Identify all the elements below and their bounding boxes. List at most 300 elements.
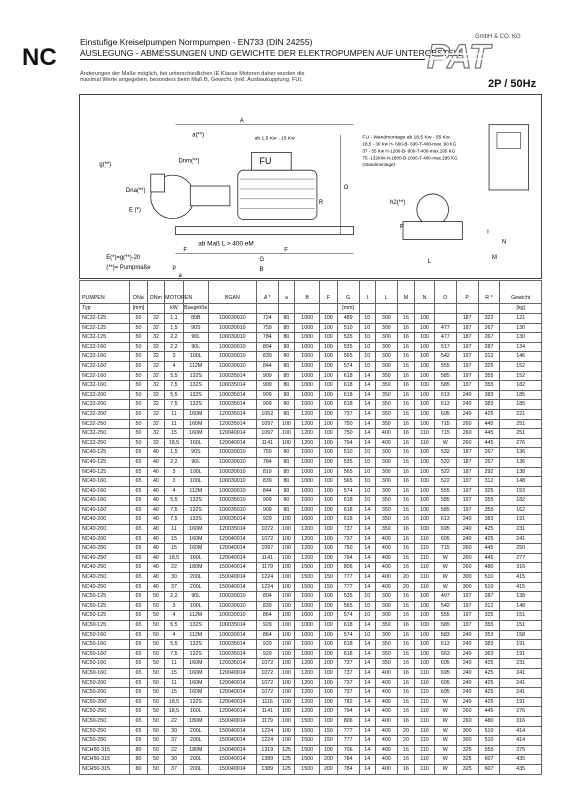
- table-cell: 844: [256, 361, 278, 371]
- table-cell: 80: [278, 496, 294, 506]
- table-cell: NCH50-315: [80, 764, 130, 774]
- table-row: [80, 668, 542, 678]
- table-row: [80, 505, 542, 515]
- table-cell: 50: [130, 381, 147, 391]
- table-cell: 65: [130, 659, 147, 669]
- table-cell: 15: [165, 688, 184, 698]
- table-cell: 80: [278, 457, 294, 467]
- table-cell: 30: [165, 573, 184, 583]
- table-cell: 240: [456, 688, 478, 698]
- table-cell: NC50-125: [80, 601, 130, 611]
- table-row: [80, 534, 542, 544]
- table-cell: 65: [130, 534, 147, 544]
- table-cell: 14: [359, 621, 375, 631]
- table-cell: 695: [434, 688, 456, 698]
- table-cell: 16: [397, 486, 414, 496]
- table-cell: 16: [397, 611, 414, 621]
- table-cell: 1000: [295, 630, 320, 640]
- table-cell: 16: [397, 716, 414, 726]
- table-cell: 110: [415, 688, 435, 698]
- table-cell: 110: [415, 573, 435, 583]
- table-cell: 4: [165, 611, 184, 621]
- table-cell: 1072: [256, 659, 278, 669]
- table-cell: 16: [397, 496, 414, 506]
- table-cell: 585: [434, 621, 456, 631]
- table-cell: 162: [500, 505, 542, 515]
- dim-I: I: [487, 229, 489, 236]
- table-row: [80, 678, 542, 688]
- table-cell: 110: [415, 438, 435, 448]
- table-cell: 11: [165, 659, 184, 669]
- table-cell: 240: [456, 630, 478, 640]
- table-cell: NC50-125: [80, 611, 130, 621]
- table-cell: 37: [165, 736, 184, 746]
- table-cell: 325: [478, 611, 500, 621]
- table-cell: 435: [500, 755, 542, 765]
- table-cell: NC32-160: [80, 381, 130, 391]
- table-cell: 100: [278, 582, 294, 592]
- table-cell: 80: [278, 361, 294, 371]
- table-cell: 50: [130, 429, 147, 439]
- table-cell: 112M: [183, 630, 208, 640]
- table-cell: 585: [434, 371, 456, 381]
- table-cell: 65: [130, 544, 147, 554]
- table-cell: 1,5: [165, 448, 184, 458]
- table-cell: 414: [500, 736, 542, 746]
- table-cell: 260: [456, 438, 478, 448]
- table-cell: 1000: [295, 592, 320, 602]
- table-cell: 187: [456, 314, 478, 324]
- table-cell: 400: [375, 697, 397, 707]
- table-cell: 574: [337, 630, 359, 640]
- table-cell: 794: [337, 553, 359, 563]
- table-cell: 65: [130, 582, 147, 592]
- table-cell: 65: [130, 697, 147, 707]
- table-cell: 909: [256, 371, 278, 381]
- table-cell: 158: [500, 630, 542, 640]
- table-cell: 110: [415, 726, 435, 736]
- table-cell: 14: [359, 573, 375, 583]
- table-cell: 100: [415, 659, 435, 669]
- dim-Dna: Dna(**): [126, 187, 146, 194]
- table-cell: 1000: [295, 457, 320, 467]
- table-cell: 50: [130, 361, 147, 371]
- table-cell: 65: [130, 736, 147, 746]
- table-cell: 90L: [183, 333, 208, 343]
- table-cell: 16: [397, 381, 414, 391]
- table-cell: 784: [256, 333, 278, 343]
- dimension-note: Änderungen der Maße möglich, bei unterschiedlichen IE Klasse Motoren daher wurden die maximal Werte angegeben, besonders beim Maß B, Gewicht, (inkl. Ausbaukupplung, FU).: [80, 71, 305, 84]
- table-cell: 100: [320, 419, 337, 429]
- table-cell: 100: [320, 390, 337, 400]
- table-cell: NC50-160: [80, 640, 130, 650]
- table-cell: 100: [415, 352, 435, 362]
- table-cell: 32: [147, 438, 164, 448]
- table-cell: NC32-160: [80, 371, 130, 381]
- table-cell: NC32-125: [80, 333, 130, 343]
- table-cell: 1000: [295, 400, 320, 410]
- table-cell: 724: [256, 314, 278, 324]
- table-cell: 100: [278, 736, 294, 746]
- table-cell: 1200: [295, 553, 320, 563]
- header-cell: M: [397, 281, 414, 304]
- table-cell: 160M: [183, 668, 208, 678]
- table-cell: 363: [478, 649, 500, 659]
- table-cell: 1000: [295, 333, 320, 343]
- table-cell: 350: [375, 371, 397, 381]
- table-cell: 100: [278, 630, 294, 640]
- table-cell: 535: [337, 457, 359, 467]
- header-cell: Gewicht: [500, 281, 542, 304]
- table-cell: 715: [434, 544, 456, 554]
- table-cell: 777: [337, 736, 359, 746]
- table-cell: 185: [500, 400, 542, 410]
- table-cell: 777: [337, 726, 359, 736]
- table-cell: 65: [130, 553, 147, 563]
- dim-A: A: [239, 118, 244, 125]
- table-cell: 300: [375, 477, 397, 487]
- table-cell: 784: [256, 457, 278, 467]
- table-cell: NC50-200: [80, 697, 130, 707]
- table-row: [80, 409, 542, 419]
- table-cell: 65: [130, 707, 147, 717]
- table-cell: 383: [478, 390, 500, 400]
- table-cell: 100: [320, 592, 337, 602]
- table-cell: 40: [147, 477, 164, 487]
- table-cell: 32: [147, 400, 164, 410]
- table-cell: 737: [337, 525, 359, 535]
- table-cell: 16: [397, 390, 414, 400]
- table-cell: 100: [415, 361, 435, 371]
- table-row: [80, 755, 542, 765]
- table-cell: 325: [478, 361, 500, 371]
- table-cell: 10: [359, 342, 375, 352]
- table-cell: 100: [320, 544, 337, 554]
- header-cell: PUMPEN: [80, 281, 130, 304]
- table-cell: NC32-160: [80, 361, 130, 371]
- table-cell: 1072: [256, 525, 278, 535]
- table-cell: 400: [375, 688, 397, 698]
- table-cell: 50: [130, 323, 147, 333]
- table-cell: 532: [434, 448, 456, 458]
- table-cell: 737: [337, 409, 359, 419]
- table-row: [80, 419, 542, 429]
- table-cell: 40: [147, 582, 164, 592]
- table-cell: 16: [397, 621, 414, 631]
- table-cell: 187: [456, 457, 478, 467]
- table-cell: 240: [456, 409, 478, 419]
- table-cell: 65: [130, 525, 147, 535]
- table-cell: 1500: [295, 726, 320, 736]
- table-cell: 1500: [295, 573, 320, 583]
- pump-discharge: [151, 174, 165, 192]
- table-cell: 16: [397, 342, 414, 352]
- table-cell: 120040014: [208, 534, 256, 544]
- table-cell: 20: [397, 736, 414, 746]
- table-cell: 414: [500, 726, 542, 736]
- table-cell: 618: [337, 496, 359, 506]
- table-cell: 110: [415, 707, 435, 717]
- table-cell: 325: [478, 486, 500, 496]
- table-cell: 477: [434, 333, 456, 343]
- table-cell: 759: [256, 323, 278, 333]
- title-line-1: Einstufige Kreiselpumpen Normpumpen - EN733 (DIN 24255): [80, 37, 313, 47]
- table-cell: 132S: [183, 505, 208, 515]
- table-cell: 120035014: [208, 419, 256, 429]
- table-cell: NC50-160: [80, 659, 130, 669]
- table-cell: 65: [130, 649, 147, 659]
- table-cell: 2,2: [165, 342, 184, 352]
- table-cell: 10: [359, 630, 375, 640]
- table-cell: 15: [165, 668, 184, 678]
- table-row: [80, 630, 542, 640]
- table-cell: 100: [320, 688, 337, 698]
- table-cell: 50: [130, 400, 147, 410]
- table-cell: 40: [147, 573, 164, 583]
- table-cell: 510: [337, 323, 359, 333]
- table-cell: NC50-160: [80, 630, 130, 640]
- table-cell: 522: [434, 467, 456, 477]
- unit-cell: Typ: [80, 304, 130, 314]
- table-cell: 1500: [295, 755, 320, 765]
- table-cell: 100: [415, 457, 435, 467]
- table-cell: 1000: [295, 342, 320, 352]
- table-cell: 11: [165, 678, 184, 688]
- unit-cell: [359, 304, 375, 314]
- table-cell: 100: [320, 342, 337, 352]
- table-cell: 375: [500, 745, 542, 755]
- table-cell: 100030010: [208, 486, 256, 496]
- table-cell: 100: [415, 400, 435, 410]
- table-cell: 425: [478, 668, 500, 678]
- table-cell: 353: [478, 630, 500, 640]
- table-cell: 16: [397, 400, 414, 410]
- table-cell: 350: [375, 400, 397, 410]
- table-row: [80, 457, 542, 467]
- table-cell: 50: [147, 668, 164, 678]
- table-cell: 100: [320, 371, 337, 381]
- table-cell: 1097: [256, 544, 278, 554]
- table-cell: 80: [278, 448, 294, 458]
- table-cell: 241: [500, 688, 542, 698]
- table-cell: 65: [130, 486, 147, 496]
- table-cell: 806: [337, 716, 359, 726]
- header-cell: A *: [256, 281, 278, 304]
- unit-cell: [397, 304, 414, 314]
- table-cell: 737: [337, 659, 359, 669]
- table-cell: 130: [500, 323, 542, 333]
- table-cell: 10: [359, 314, 375, 324]
- table-cell: 150040014: [208, 755, 256, 765]
- dim-E: E (*): [128, 207, 141, 214]
- table-cell: 50: [147, 736, 164, 746]
- table-cell: W: [434, 563, 456, 573]
- table-cell: 1500: [295, 716, 320, 726]
- table-cell: 40: [147, 525, 164, 535]
- table-cell: 715: [434, 419, 456, 429]
- table-cell: 737: [337, 534, 359, 544]
- table-cell: 110: [415, 553, 435, 563]
- table-cell: W: [434, 745, 456, 755]
- table-cell: 804: [256, 592, 278, 602]
- table-cell: 40: [147, 457, 164, 467]
- table-cell: 136: [500, 457, 542, 467]
- table-cell: 613: [434, 400, 456, 410]
- table-cell: 1000: [295, 467, 320, 477]
- table-cell: 16: [397, 448, 414, 458]
- table-cell: 864: [256, 630, 278, 640]
- table-cell: 132S: [183, 640, 208, 650]
- table-cell: 350: [375, 649, 397, 659]
- table-cell: 182: [500, 496, 542, 506]
- table-cell: 1000: [295, 640, 320, 650]
- table-cell: 80: [278, 390, 294, 400]
- series-code: NC: [22, 44, 57, 71]
- table-cell: W: [434, 573, 456, 583]
- table-cell: 565: [337, 467, 359, 477]
- table-cell: NC50-250: [80, 726, 130, 736]
- table-cell: 16: [397, 467, 414, 477]
- table-cell: W: [434, 697, 456, 707]
- table-cell: NC40-125: [80, 457, 130, 467]
- table-cell: 100: [415, 314, 435, 324]
- table-cell: 16: [397, 352, 414, 362]
- table-cell: 100: [415, 621, 435, 631]
- table-row: [80, 467, 542, 477]
- table-cell: 30: [165, 726, 184, 736]
- table-cell: 11: [165, 525, 184, 535]
- table-cell: 618: [337, 649, 359, 659]
- table-cell: 14: [359, 697, 375, 707]
- table-cell: 50: [147, 707, 164, 717]
- table-cell: 100: [278, 611, 294, 621]
- table-cell: 100: [320, 659, 337, 669]
- table-cell: 695: [434, 534, 456, 544]
- table-cell: 16: [397, 544, 414, 554]
- table-cell: 231: [500, 659, 542, 669]
- table-cell: 65: [130, 716, 147, 726]
- table-cell: 100: [415, 505, 435, 515]
- table-cell: 10: [359, 601, 375, 611]
- table-cell: 1500: [295, 736, 320, 746]
- table-cell: 1200: [295, 544, 320, 554]
- table-row: [80, 333, 542, 343]
- table-cell: 150040014: [208, 582, 256, 592]
- table-cell: 750: [337, 544, 359, 554]
- table-cell: 260: [456, 563, 478, 573]
- dim-M: M: [492, 255, 497, 262]
- table-cell: 153: [500, 486, 542, 496]
- table-cell: 200: [320, 755, 337, 765]
- table-cell: 844: [256, 486, 278, 496]
- table-cell: 100: [415, 477, 435, 487]
- header-cell: a: [278, 281, 294, 304]
- table-cell: 1200: [295, 688, 320, 698]
- table-cell: 16: [397, 563, 414, 573]
- table-cell: 100: [320, 678, 337, 688]
- table-cell: 150040014: [208, 726, 256, 736]
- table-cell: 80: [278, 409, 294, 419]
- table-cell: 14: [359, 582, 375, 592]
- table-cell: 613: [434, 390, 456, 400]
- table-header-row-2: [80, 304, 542, 314]
- table-cell: 535: [337, 342, 359, 352]
- table-cell: NC32-200: [80, 390, 130, 400]
- table-cell: 2,2: [165, 592, 184, 602]
- table-cell: 14: [359, 668, 375, 678]
- table-cell: 191: [500, 515, 542, 525]
- table-cell: 187: [456, 467, 478, 477]
- table-cell: 100: [320, 467, 337, 477]
- table-cell: 14: [359, 553, 375, 563]
- table-cell: 100: [320, 505, 337, 515]
- table-cell: 1000: [295, 515, 320, 525]
- table-cell: 4: [165, 361, 184, 371]
- table-cell: 50: [130, 333, 147, 343]
- table-cell: W: [434, 707, 456, 717]
- table-cell: 5,5: [165, 496, 184, 506]
- fu-mount-line-4: (Standmontage): [362, 162, 396, 168]
- table-cell: 100030010: [208, 477, 256, 487]
- dim-O: O: [343, 184, 349, 191]
- table-cell: 5,5: [165, 390, 184, 400]
- dim-N: N: [501, 239, 507, 246]
- header-cell: BGAN: [208, 281, 256, 304]
- table-cell: 110: [415, 563, 435, 573]
- table-cell: 160L: [183, 438, 208, 448]
- table-cell: 18,5: [165, 438, 184, 448]
- table-cell: 11: [165, 409, 184, 419]
- table-cell: 613: [434, 640, 456, 650]
- table-cell: 695: [434, 409, 456, 419]
- header-cell: P: [456, 281, 478, 304]
- table-cell: 535: [337, 592, 359, 602]
- table-cell: 1200: [295, 678, 320, 688]
- table-cell: 240: [456, 678, 478, 688]
- table-cell: 50: [147, 726, 164, 736]
- table-cell: NC40-125: [80, 448, 130, 458]
- table-cell: 16: [397, 601, 414, 611]
- table-cell: NC40-250: [80, 553, 130, 563]
- table-cell: 40: [147, 563, 164, 573]
- table-cell: 1389: [256, 764, 278, 774]
- table-row: [80, 371, 542, 381]
- table-cell: 65: [130, 477, 147, 487]
- table-cell: 100: [320, 361, 337, 371]
- table-cell: 37: [165, 764, 184, 774]
- table-cell: 477: [434, 323, 456, 333]
- table-cell: 16: [397, 457, 414, 467]
- table-row: [80, 429, 542, 439]
- table-cell: 65: [130, 611, 147, 621]
- table-row: [80, 726, 542, 736]
- table-cell: 80: [278, 333, 294, 343]
- table-cell: 65: [130, 457, 147, 467]
- table-cell: 80: [278, 314, 294, 324]
- table-cell: 110: [415, 668, 435, 678]
- table-cell: 585: [434, 496, 456, 506]
- table-cell: 300: [456, 582, 478, 592]
- table-cell: 150: [320, 582, 337, 592]
- table-cell: 350: [375, 390, 397, 400]
- table-cell: 100L: [183, 467, 208, 477]
- table-cell: 16: [397, 553, 414, 563]
- table-cell: 180M: [183, 716, 208, 726]
- table-cell: 287: [478, 342, 500, 352]
- table-cell: 400: [375, 678, 397, 688]
- table-cell: 32: [147, 381, 164, 391]
- table-cell: NC50-125: [80, 621, 130, 631]
